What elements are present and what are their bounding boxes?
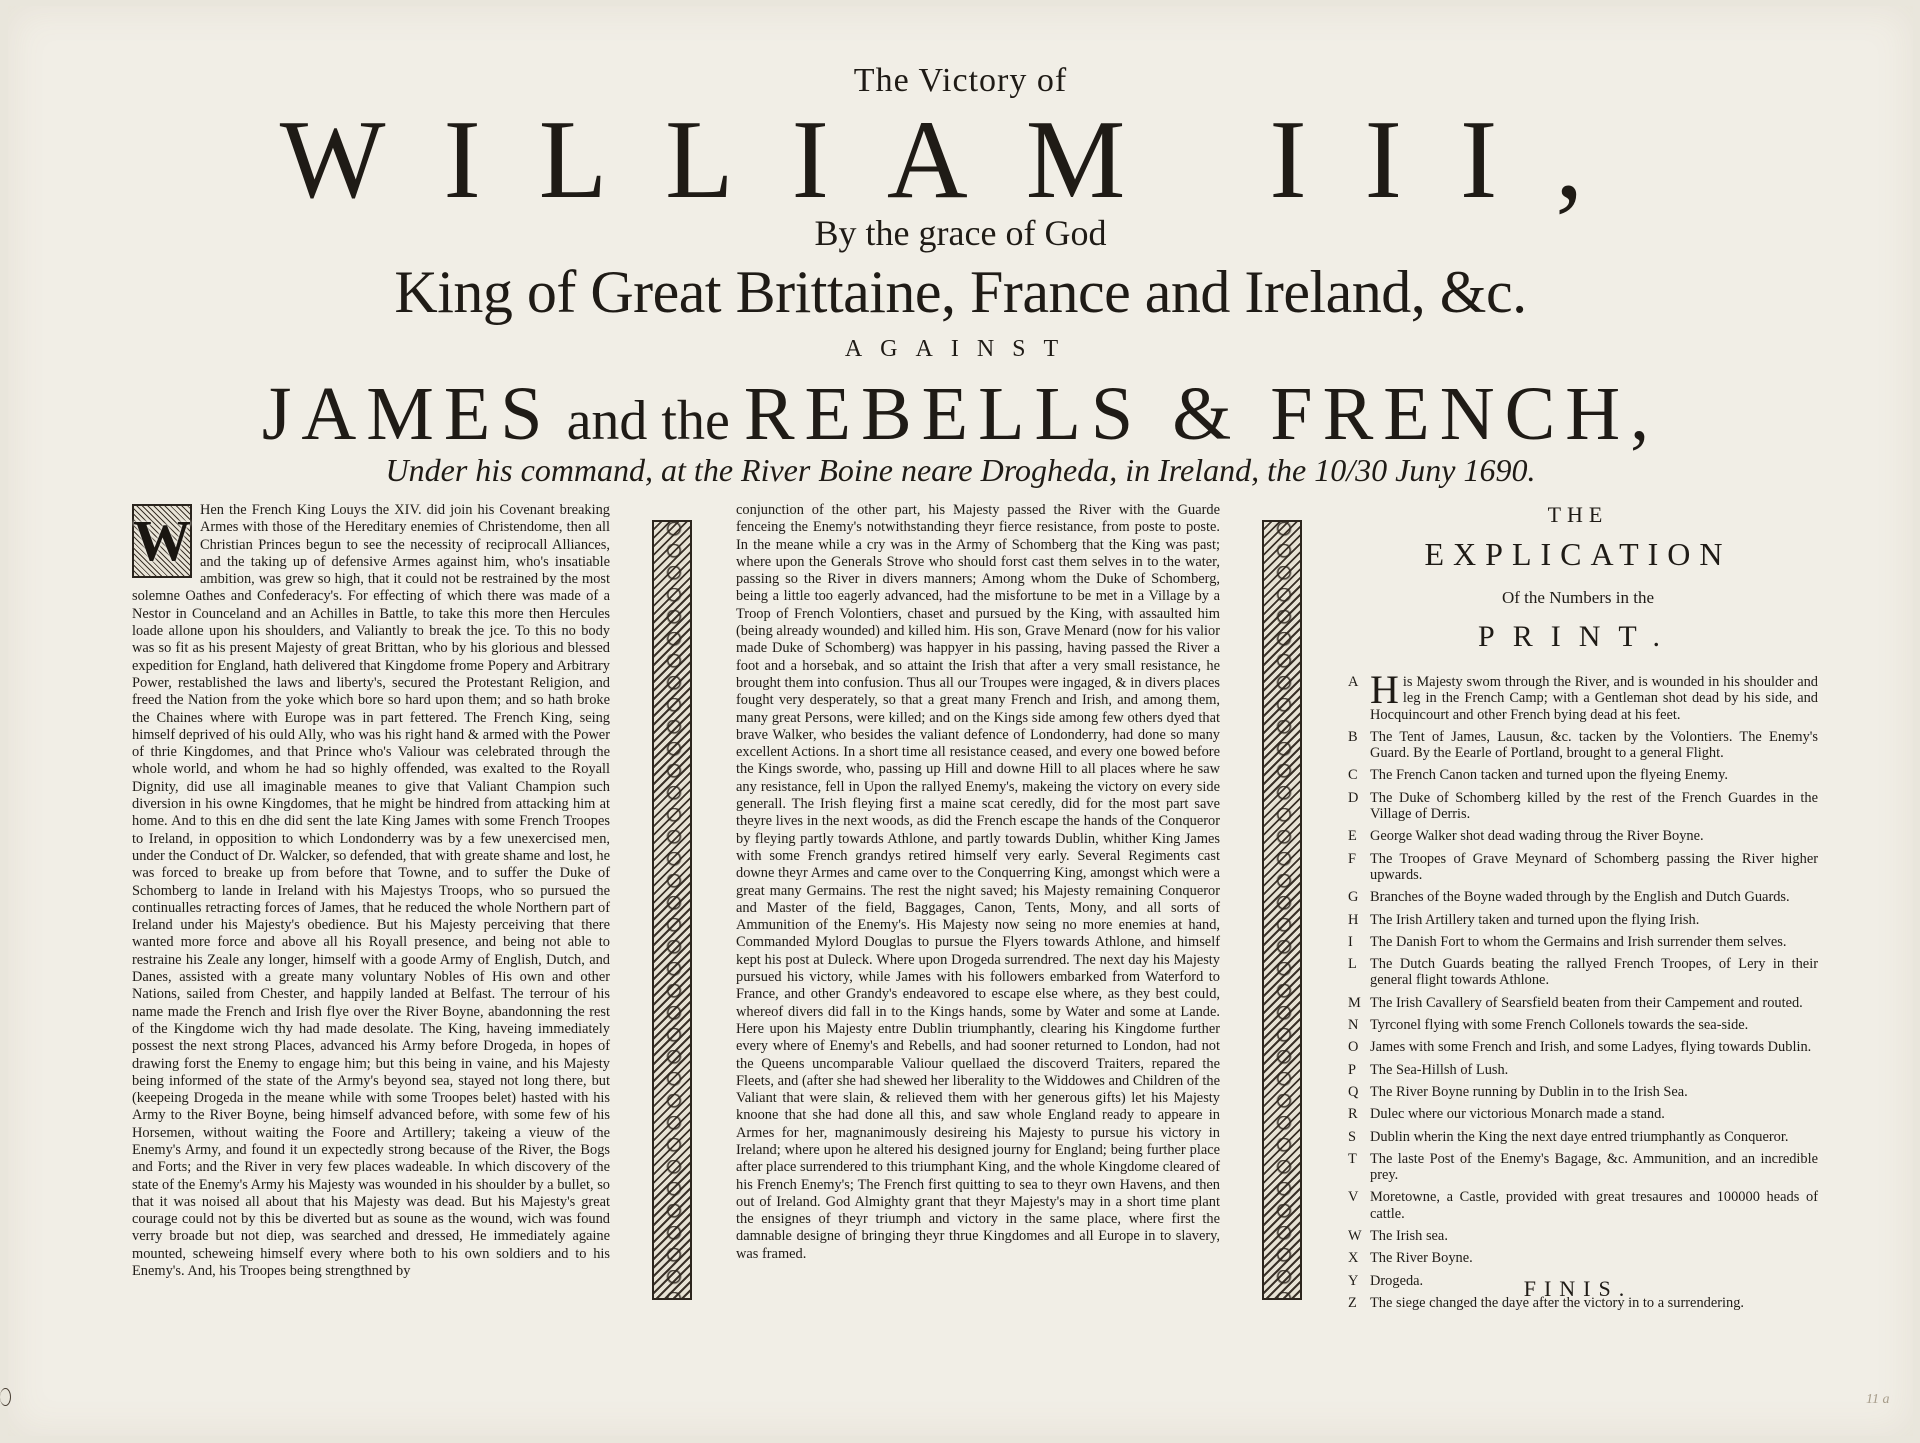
key-text: The Irish Artillery taken and turned upon the flying Irish. bbox=[1370, 911, 1700, 928]
header-against-line: AGAINST bbox=[844, 336, 1077, 362]
decorative-dropcap: W bbox=[132, 504, 192, 578]
header-subtitle-line: Under his command, at the River Boine neare Drogheda, in Ireland, the 10/30 Juny 1690. bbox=[385, 452, 1536, 488]
key-item bbox=[1348, 995, 1818, 1011]
key-item bbox=[1348, 912, 1818, 928]
key-item bbox=[1348, 1084, 1818, 1100]
key-text: Dulec where our victorious Monarch made a stand. bbox=[1370, 1106, 1665, 1123]
key-item bbox=[1348, 1151, 1818, 1184]
key-letter: R bbox=[1348, 1106, 1358, 1123]
header-king-line: King of Great Brittaine, France and Ireland, &c. bbox=[394, 259, 1527, 325]
key-item bbox=[1348, 767, 1818, 783]
key-item bbox=[1348, 956, 1818, 989]
key-letter: N bbox=[1348, 1017, 1359, 1034]
explication-subtitle: Of the Numbers in the bbox=[1501, 588, 1655, 607]
key-letter: W bbox=[1348, 1228, 1362, 1245]
key-item bbox=[1348, 828, 1818, 844]
key-text: Dublin wherin the King the next daye entred triumphantly as Conqueror. bbox=[1370, 1128, 1789, 1145]
key-letter: A bbox=[1348, 674, 1359, 690]
key-text: The Tent of James, Lausun, &c. tacken by the Volontiers. The Enemy's Guard. By the Eearle of Portland, brought to a general Flight. bbox=[1370, 728, 1818, 762]
key-letter: O bbox=[1348, 1039, 1359, 1056]
key-item bbox=[1348, 1129, 1818, 1145]
key-text: The French Canon tacken and turned upon the flyeing Enemy. bbox=[1370, 767, 1728, 784]
key-text: Moretowne, a Castle, provided with great tresaures and 100000 heads of cattle. bbox=[1370, 1189, 1818, 1222]
key-text: His Majesty swom through the River, and is wounded in his shoulder and leg in the French Camp; with a Gentleman shot dead by his side, and Hocquincourt and other French bying dead at his feet. bbox=[1370, 667, 1818, 723]
key-item bbox=[1348, 934, 1818, 950]
key-item bbox=[1348, 1062, 1818, 1078]
key-text: Tyrconel flying with some French Collonels towards the sea-side. bbox=[1370, 1017, 1749, 1034]
key-text: The Dutch Guards beating the rallyed French Troopes, of Lery in their general flight towards Athlone. bbox=[1370, 956, 1818, 989]
key-item bbox=[1348, 1250, 1818, 1266]
key-text: The Danish Fort to whom the Germains and Irish surrender them selves. bbox=[1370, 933, 1787, 950]
key-letter: T bbox=[1348, 1150, 1357, 1167]
key-text: The Irish Cavallery of Searsfield beaten from their Campement and routed. bbox=[1370, 994, 1803, 1011]
key-letter: C bbox=[1348, 767, 1358, 784]
key-letter: P bbox=[1348, 1061, 1357, 1078]
explication-print: PRINT. bbox=[1478, 620, 1678, 653]
key-item bbox=[1348, 1017, 1818, 1033]
explication-title: EXPLICATION bbox=[1424, 536, 1732, 572]
explication-key-list bbox=[1348, 667, 1818, 1317]
header-james-word: JAMES bbox=[261, 372, 553, 456]
ornamental-border-left bbox=[652, 520, 692, 1300]
key-item bbox=[1348, 1039, 1818, 1055]
key-text: The Sea-Hillsh of Lush. bbox=[1370, 1061, 1509, 1078]
key-text: The Troopes of Grave Meynard of Schomberg passing the River higher upwards. bbox=[1370, 850, 1818, 883]
key-letter: M bbox=[1348, 994, 1361, 1011]
key-letter: G bbox=[1348, 889, 1359, 906]
header-grace-line: By the grace of God bbox=[814, 213, 1107, 253]
key-text: Drogeda. bbox=[1370, 1272, 1424, 1289]
key-letter: Y bbox=[1348, 1272, 1359, 1289]
broadsheet-page bbox=[8, 6, 1913, 1436]
key-item bbox=[1348, 790, 1818, 823]
key-item bbox=[1348, 889, 1818, 905]
key-text: The siege changed the daye after the victory in to a surrendering. bbox=[1370, 1294, 1745, 1311]
left-column-text: Hen the French King Louys the XIV. did join his Covenant breaking Armes with those of the Hereditary enemies of Christendome, then all Christian Princes begun to see the necessity of reciprocall Alliances, and the taking up of defensive Armes against him, who's insatiable ambition, was grew so high, that it could not be restrained by the most solemne Oathes and Confederacy's. For effecting of which there was made of a Nestor in Counceland and an Achilles in Battle, to take this more then Hercules loade allone upon his shoulders, and Valiantly to break the jce. To this no body was so fit as his present Majesty of great Brittan, who by his glorious and blessed expedition for England, hath delivered that Kingdome frome Popery and Arbitrary Power, restablished the laws and liberty's, secured the Protestant Religion, and freed the Nation from the yoke which bore so hard upon them; and so hath broke the Chaines where with Europe was in part fettered. The French King, seing himself deprived of his ould Ally, who was his right hand & armed with the Power of thrie Kingdomes, and that Prince who's Valiour was celebrated through the whole world, and whom he had so highly offended, was exalted to the Royall Dignity, did use all imaginable meanes to give that Valiant Champion such diversion in his owne Kingdomes, that he might be hindred from attacking him at home. And to this en dhe did sent the late King James with some French Troopes to Ireland, in opposition to which Londonderry was by a few unexercised men, under the Conduct of Dr. Walcker, so defended, that with greate shame and lost, he was forced to breake up from before that Towne, and to suffer the Duke of Schomberg to lande in Ireland with his Majestys Troops, who so pursued the continualles retracting forces of James, that he reduced the whole Northern part of Ireland under his Majesty's obedience. But his Majesty perceiving that there wanted more force and above all his Royall presence, and being not able to restraine his Zeale any longer, himself with a goode Army of English, Dutch, and Danes, assisted with a greate many voluntary Nobles of His own and other Nations, sailed from Chester, and happily landed at Belfast. The terrour of his name made the French and Irish flye over the River Boyne, abandonning the rest of the Kingdome wich thy had made desolate. The King, haveing immediately possest the next strong Places, advanced his Army before Drogeda, in hopes of drawing forst the Enemy to engage him; but this being in vaine, and his Majesty being informed of the state of the Army's beyond sea, stayed not long there, but (keepeing Drogeda in the meane while with some Troopes belet) hasted with his Army to the River Boyne, being himself advanced before, with some few of his Horsemen, without waiting the Foore and Artillery; takeing a vieuw of the Enemy's Army, and found it un expectedly strong because of the River, the Bogs and Forts; and the River in very few places wadeable. In which discovery of the state of the Enemy's Army his Majesty was wounded in his shoulder by a bullet, so that it was noised all about that his Majesty was dead. But his Majesty's great courage could not by this be diverted but as soune as the wound, wich was found verry broade but not diep, was searched and dressed, He immediately againe mounted, scheweing himself every where both to his own soldiers and to his Enemy's. And, his Troopes being strengthned by bbox=[132, 502, 610, 1280]
left-text-column bbox=[132, 502, 610, 1280]
key-letter: S bbox=[1348, 1128, 1357, 1145]
header-william-title: WILLIAM III, bbox=[279, 98, 1642, 222]
key-letter: F bbox=[1348, 850, 1357, 867]
key-letter: I bbox=[1348, 933, 1353, 950]
header-rebells-french: REBELLS & FRENCH, bbox=[743, 372, 1660, 456]
key-item bbox=[1348, 851, 1818, 884]
key-letter: Z bbox=[1348, 1294, 1357, 1311]
key-text: George Walker shot dead wading throug the River Boyne. bbox=[1370, 828, 1704, 845]
key-text: The River Boyne. bbox=[1370, 1250, 1473, 1267]
corner-pencil-note: 11 a bbox=[1866, 1392, 1890, 1407]
key-letter: D bbox=[1348, 789, 1359, 806]
key-text: The Irish sea. bbox=[1370, 1228, 1448, 1245]
key-text: Branches of the Boyne waded through by the English and Dutch Guards. bbox=[1370, 889, 1790, 906]
key-item bbox=[1348, 1106, 1818, 1122]
header-and-the: and the bbox=[552, 390, 744, 452]
finis-label: FINIS. bbox=[1523, 1276, 1633, 1301]
key-letter: E bbox=[1348, 828, 1357, 845]
header-james-line bbox=[8, 372, 1913, 456]
key-text: The laste Post of the Enemy's Bagage, &c. Ammunition, and an incredible prey. bbox=[1370, 1150, 1818, 1184]
explication-the: THE bbox=[1547, 502, 1609, 527]
key-item bbox=[1348, 1228, 1818, 1244]
key-letter: X bbox=[1348, 1250, 1359, 1267]
middle-column-text: conjunction of the other part, his Majesty passed the River with the Guarde fenceing the Enemy's notwithstanding theyr fierce resistance, from poste to poste. In the meane while a cry was in the Army of Schomberg that the King was past; where upon the Generals Strove who should forst cast them selves in to the water, passing so the River in divers manners; Among whom the Duke of Schomberg, being a little too eagerly advanced, had the misfortune to be met in a Village by a Troop of French Volontiers, chaset and pursued by the King, with assaulted him (being already wounded) and killed him. His son, Grave Menard (now for his valior made Duke of Schomberg) was happyer in his passing, having passed the River a foot and a horsebak, and so attaint the Irish that after a very small resistance, he brought them into confusion. Thus all our Troupes were ingaged, & in divers places fought very desperately, so that a great many French and Irish, and among them, many great Persons, were killed; and on the Kings side among few others dyed that brave Walker, who besides the valiant defence of Londonderry, had done so many excellent Actions. In a short time all resistance ceased, and every one bowed before the Kings sworde, who, passing up Hill and downe Hill to all places where he saw any resistance, fell in Upon the rallyed Enemy's, makeing the victory on every side generall. The Irish fleying first a maine scat ceredly, did for the most part save theyre lives in the next woods, as did the French escape the hands of the Conqueror by fleying partly towards Athlone, and partly towards Dublin, whither King James with some French grandys retired himself very early. Several Regiments cast downe theyr Armes and came over to the Conquerring King, amongst which were a great many Germains. The rest the night saved; his Majesty remaining Conqueror and Master of the field, Baggages, Canon, Tents, Mony, and all sorts of Ammunition of the Enemy's. His Majesty now seing no more enemies at hand, Commanded Mylord Douglas to pursue the Flyers towards Athlone, and himself kept his post at Duleck. Where upon Drogeda surrendred. The next day his Majesty pursued his victory, while James with his followers embarked from Waterford to France, and other Grandy's endeavored to escape else where, as they best could, whereof divers did fall in to the Kings hands, some by Water and some at Lande. Here upon his Majesty entre Dublin triumphantly, clearing his Kingdome further every where of Enemy's and Rebells, and had sooner returned to London, had not the Queens uncomparable Valiour quellaed the discoverd Traiters, repared the Fleets, and (after she had shewed her liberality to the Widdowes and Children of the Valiant that were slain, & relieved them with her generous gifts) let his Majesty knoone that she had done all this, and saw whole England ready to appeare in Armes for her, magnanimously desireing his Majesty to pursue his victory in Ireland; where upon he altered his designed journy for England; being further place after place surrendered to this triumphant King, and the whole Kingdome cleared of his French Enemy's; The French first quitting to sea to theyr own Havens, and then out of Ireland. God Almighty grant that theyr Majesty's may in a short time plant the ensignes of theyr triumph and victory in the same place, where first the damnable designe of bringing theyr thrue Kingdomes and all Europe in to slavery, was framed. bbox=[736, 502, 1220, 1262]
key-letter: V bbox=[1348, 1189, 1359, 1206]
key-letter: B bbox=[1348, 728, 1358, 745]
middle-text-column bbox=[736, 502, 1220, 1263]
key-text: The River Boyne running by Dublin in to the Irish Sea. bbox=[1370, 1083, 1688, 1100]
ornamental-border-right bbox=[1262, 520, 1302, 1300]
key-text: The Duke of Schomberg killed by the rest of the French Guardes in the Village of Derris. bbox=[1370, 789, 1818, 823]
key-item bbox=[1348, 1189, 1818, 1222]
key-letter: Q bbox=[1348, 1083, 1359, 1100]
key-item bbox=[1348, 729, 1818, 762]
key-text: James with some French and Irish, and some Ladyes, flying towards Dublin. bbox=[1370, 1039, 1812, 1056]
header-victory-line: The Victory of bbox=[853, 62, 1068, 99]
key-letter: H bbox=[1348, 911, 1359, 928]
key-item bbox=[1348, 667, 1818, 723]
key-letter: L bbox=[1348, 956, 1357, 973]
edge-mark bbox=[0, 1388, 11, 1406]
